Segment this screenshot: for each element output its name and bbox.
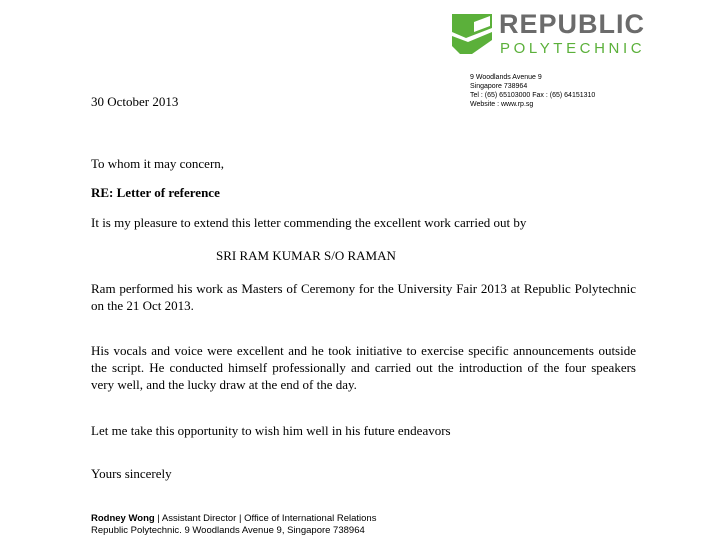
- letter-paragraph-role: Ram performed his work as Masters of Ceremony for the University Fair 2013 at Republic Polytechnic on the 21 Oct 2013.: [91, 281, 636, 313]
- signature-block: [91, 513, 376, 537]
- logo-word-polytechnic: POLYTECHNIC: [500, 40, 646, 57]
- shield-logo-icon: [452, 14, 494, 56]
- signature-line-2: Republic Polytechnic. 9 Woodlands Avenue 9, Singapore 738964: [91, 525, 365, 536]
- letter-paragraph-intro: It is my pleasure to extend this letter commending the excellent work carried out by: [91, 215, 527, 230]
- letter-date: 30 October 2013: [91, 94, 179, 109]
- letter-closing: Yours sincerely: [91, 466, 172, 481]
- letter-greeting: To whom it may concern,: [91, 156, 225, 171]
- contact-line: Tel : (65) 65103000 Fax : (65) 64151310: [470, 92, 596, 99]
- letter-subject: RE: Letter of reference: [91, 185, 220, 200]
- republic-polytechnic-logo: [452, 9, 646, 62]
- address-line: Singapore 738964: [470, 83, 528, 90]
- address-line: 9 Woodlands Avenue 9: [470, 74, 542, 81]
- letter-paragraph-performance: His vocals and voice were excellent and he took initiative to exercise specific announcements outside the script. He conducted himself professionally and carried out the introduction of the four speakers very well, and the lucky draw at the end of the day.: [91, 343, 636, 392]
- letter-paragraph-wishes: Let me take this opportunity to wish him well in his future endeavors: [91, 423, 451, 438]
- signatory-name: Rodney Wong: [91, 513, 155, 524]
- sender-address-block: [470, 73, 680, 109]
- signature-line-1: [91, 513, 376, 525]
- signatory-title: | Assistant Director | Office of International Relations: [154, 513, 377, 524]
- referee-name: SRI RAM KUMAR S/O RAMAN: [216, 248, 396, 263]
- website-line: Website : www.rp.sg: [470, 101, 534, 108]
- logo-word-republic: REPUBLIC: [499, 9, 646, 39]
